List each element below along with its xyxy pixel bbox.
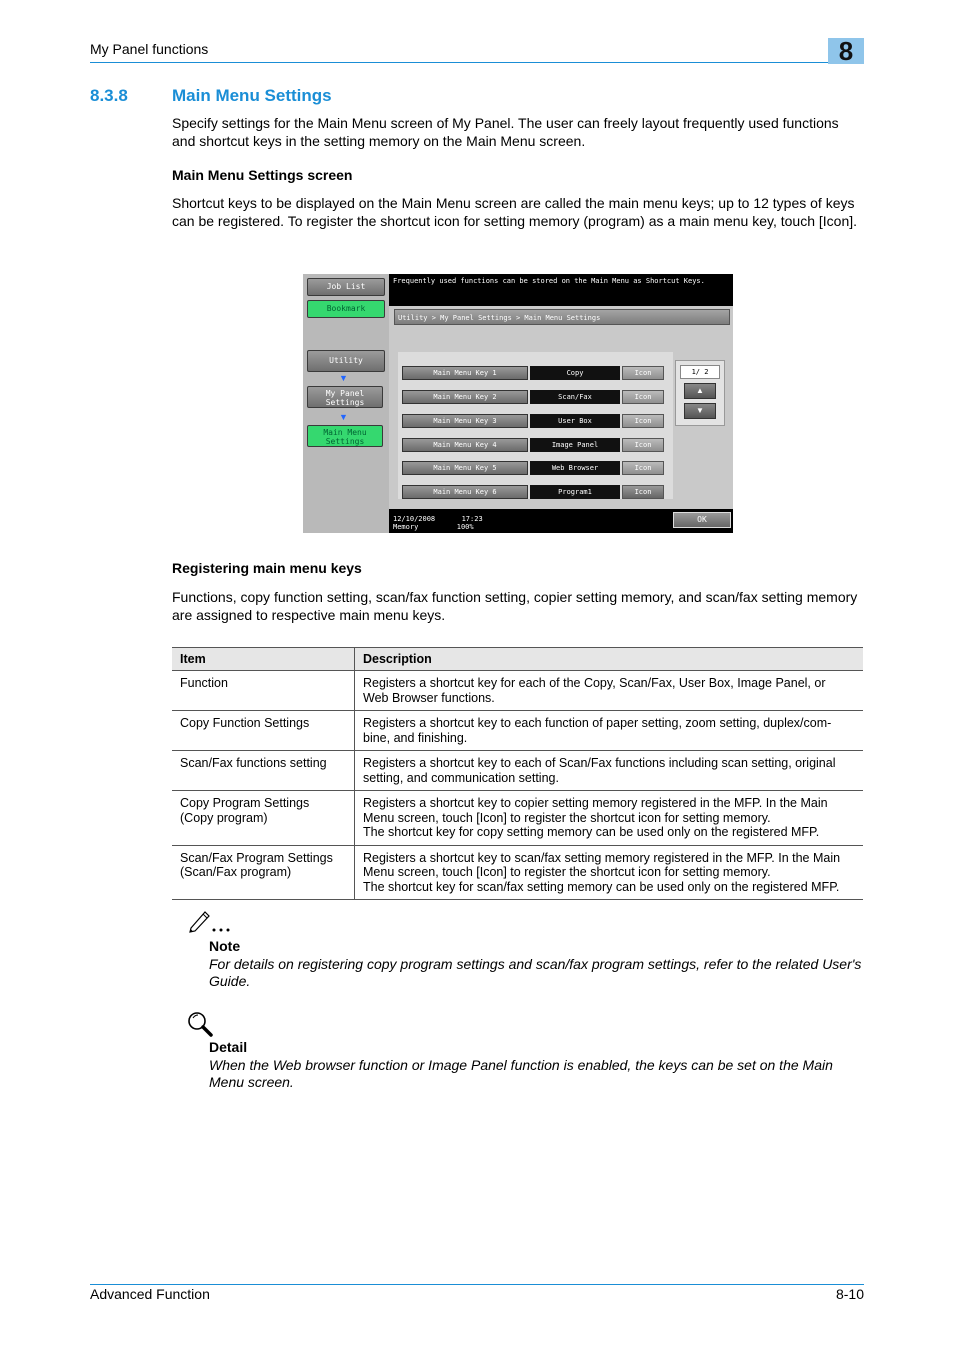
table-row xyxy=(172,711,863,751)
main-menu-key-1-value: Copy xyxy=(530,366,620,380)
note-label: Note xyxy=(209,938,241,954)
footer-title: Advanced Function xyxy=(90,1286,210,1302)
main-menu-key-1-button[interactable]: Main Menu Key 1 xyxy=(402,366,528,380)
main-menu-key-1-icon-button[interactable]: Icon xyxy=(622,366,664,380)
bookmark-button[interactable]: Bookmark xyxy=(307,300,385,318)
table-cell-item: Copy Program Settings (Copy program) xyxy=(172,791,355,846)
main-menu-key-6-button[interactable]: Main Menu Key 6 xyxy=(402,485,528,499)
screen-subheading: Main Menu Settings screen xyxy=(172,167,353,183)
main-menu-key-5-value: Web Browser xyxy=(530,461,620,475)
job-list-button[interactable]: Job List xyxy=(307,278,385,296)
main-menu-key-6-value: Program1 xyxy=(530,485,620,499)
main-menu-key-3-value: User Box xyxy=(530,414,620,428)
register-subheading: Registering main menu keys xyxy=(172,560,362,576)
panel-time: 17:23 xyxy=(461,515,483,523)
panel-memory-value: 100% xyxy=(456,523,474,531)
panel-message: Frequently used functions can be stored on the Main Menu as Shortcut Keys. xyxy=(389,274,733,306)
table-cell-description: Registers a shortcut key to each function of paper setting, zoom setting, duplex/com- bine, and finishing. xyxy=(355,711,864,751)
main-menu-key-2-value: Scan/Fax xyxy=(530,390,620,404)
main-menu-key-6-icon-button[interactable]: Icon xyxy=(622,485,664,499)
footer-rule xyxy=(90,1284,864,1285)
main-menu-key-4-value: Image Panel xyxy=(530,438,620,452)
main-menu-key-2-button[interactable]: Main Menu Key 2 xyxy=(402,390,528,404)
main-menu-settings-screenshot xyxy=(303,274,733,533)
table-row xyxy=(172,791,863,846)
arrow-down-icon: ▼ xyxy=(339,412,348,422)
table-header-row xyxy=(172,648,863,671)
panel-left-column xyxy=(303,274,389,533)
panel-date: 12/10/2008 xyxy=(393,515,436,523)
my-panel-settings-button[interactable]: My Panel Settings xyxy=(307,386,383,408)
main-menu-key-3-button[interactable]: Main Menu Key 3 xyxy=(402,414,528,428)
table-header-description: Description xyxy=(355,648,864,671)
main-menu-key-4-icon-button[interactable]: Icon xyxy=(622,438,664,452)
detail-label: Detail xyxy=(209,1039,248,1055)
register-paragraph: Functions, copy function setting, scan/fax function setting, copier setting memory, and scan/fax setting memory are assigned to respective main menu keys. xyxy=(172,589,858,623)
table-cell-description: Registers a shortcut key to copier setting memory registered in the MFP. In the Main Menu screen, touch [Icon] to register the shortcut icon for setting memory. The shortcut key for copy setting memory can be used only on the registered MFP. xyxy=(355,791,864,846)
table-cell-description: Registers a shortcut key to each of Scan/Fax functions including scan setting, original setting, and communication setting. xyxy=(355,751,864,791)
main-menu-keys-table xyxy=(172,647,863,900)
table-row xyxy=(172,671,863,711)
screen-paragraph: Shortcut keys to be displayed on the Main Menu screen are called the main menu keys; up to 12 types of keys can be registered. To register the shortcut icon for setting memory (program) as a main menu key, touch [Icon]. xyxy=(172,195,858,229)
chapter-number: 8 xyxy=(838,36,854,66)
section-title: Main Menu Settings xyxy=(172,86,332,105)
header-rule xyxy=(90,62,828,63)
main-menu-settings-button[interactable]: Main Menu Settings xyxy=(307,425,383,447)
table-cell-description: Registers a shortcut key to scan/fax setting memory registered in the MFP. In the Main Menu screen, touch [Icon] to register the shortcut icon for setting memory. The shortcut key for scan/fax setting memory can be used only on the registered MFP. xyxy=(355,845,864,900)
page-up-icon[interactable]: ▲ xyxy=(684,383,716,399)
utility-button[interactable]: Utility xyxy=(307,350,385,372)
table-cell-item: Scan/Fax Program Settings (Scan/Fax program) xyxy=(172,845,355,900)
main-menu-key-2-icon-button[interactable]: Icon xyxy=(622,390,664,404)
table-cell-item: Function xyxy=(172,671,355,711)
table-row xyxy=(172,845,863,900)
page-down-icon[interactable]: ▼ xyxy=(684,403,716,419)
section-number: 8.3.8 xyxy=(90,86,128,105)
main-menu-key-4-button[interactable]: Main Menu Key 4 xyxy=(402,438,528,452)
page-number: 8-10 xyxy=(835,1286,864,1302)
arrow-down-icon: ▼ xyxy=(339,373,348,383)
main-menu-key-3-icon-button[interactable]: Icon xyxy=(622,414,664,428)
panel-memory-label: Memory xyxy=(393,523,419,531)
running-header: My Panel functions xyxy=(90,41,209,57)
table-header-item: Item xyxy=(172,648,355,671)
page-scroller xyxy=(675,360,725,426)
panel-breadcrumb: Utility > My Panel Settings > Main Menu Settings xyxy=(394,309,730,325)
ok-button[interactable]: OK xyxy=(673,512,731,528)
main-menu-key-5-button[interactable]: Main Menu Key 5 xyxy=(402,461,528,475)
intro-paragraph: Specify settings for the Main Menu screen of My Panel. The user can freely layout frequently used functions and shortcut keys in the setting memory on the Main Menu screen. xyxy=(172,115,839,149)
table-cell-item: Copy Function Settings xyxy=(172,711,355,751)
page-indicator: 1/ 2 xyxy=(680,365,720,379)
table-cell-item: Scan/Fax functions setting xyxy=(172,751,355,791)
detail-text: When the Web browser function or Image Panel function is enabled, the keys can be set on the Main Menu screen. xyxy=(209,1057,833,1090)
main-menu-key-5-icon-button[interactable]: Icon xyxy=(622,461,664,475)
table-cell-description: Registers a shortcut key for each of the Copy, Scan/Fax, User Box, Image Panel, or Web Browser functions. xyxy=(355,671,864,711)
table-row xyxy=(172,751,863,791)
pencil-note-icon xyxy=(188,906,232,939)
note-text: For details on registering copy program settings and scan/fax program settings, refer to the related User's Guide. xyxy=(209,956,862,989)
